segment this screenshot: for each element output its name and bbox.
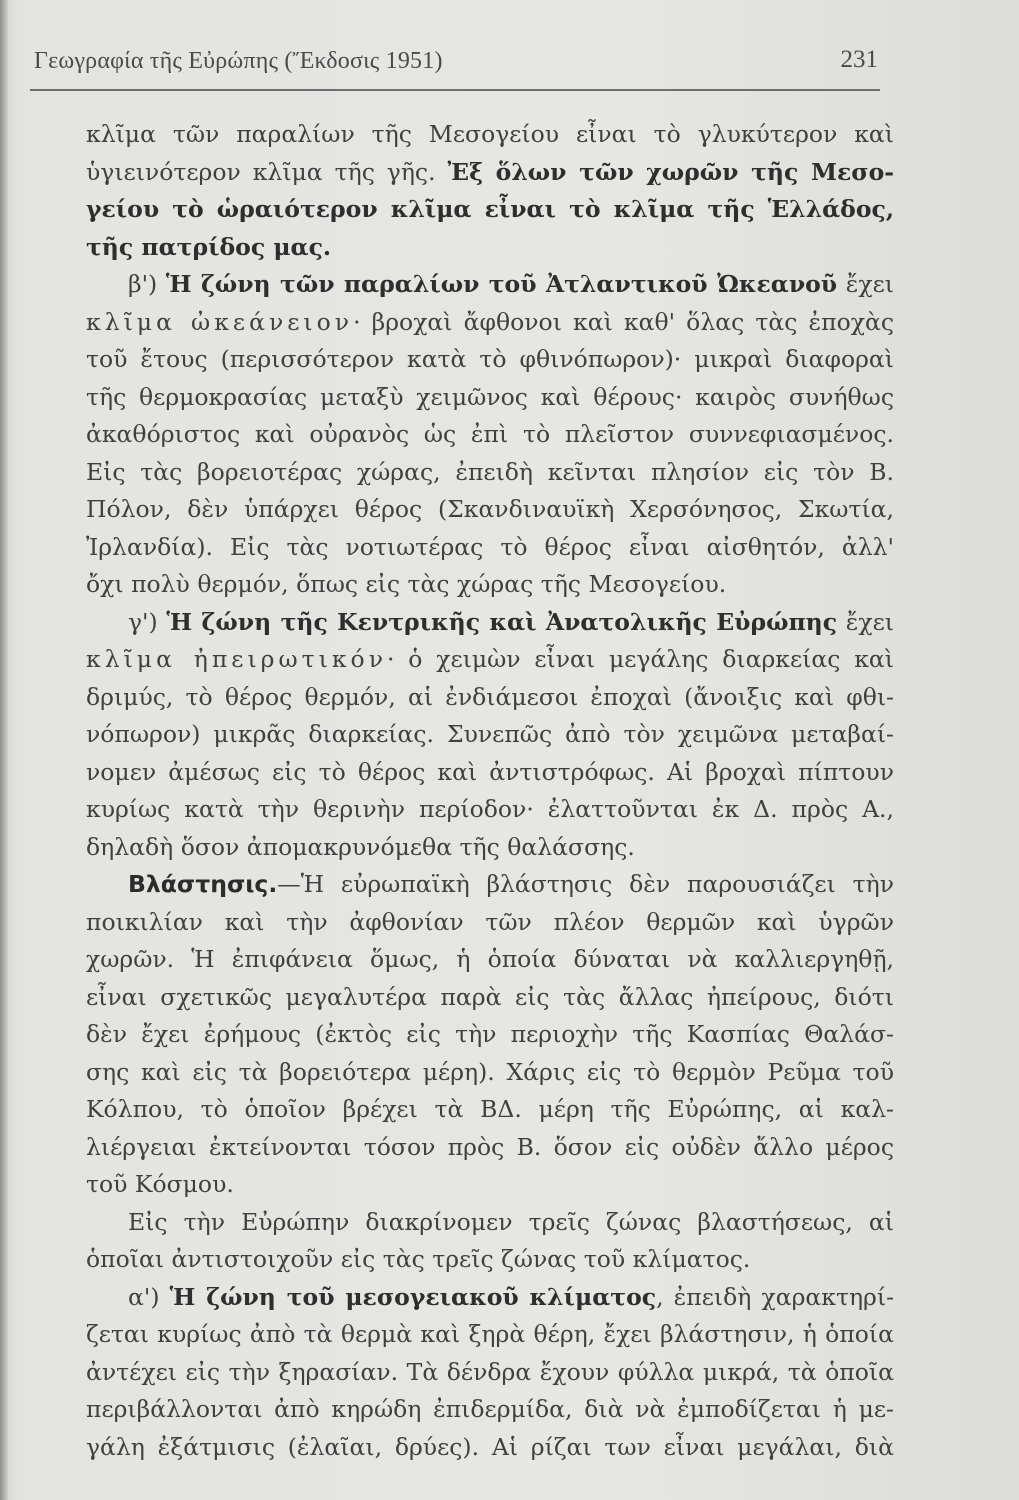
text-line <box>86 1166 894 1204</box>
text-line <box>86 1129 894 1167</box>
text-line <box>86 1279 894 1317</box>
text-run: ὑγιεινότερον κλῖμα τῆς γῆς. <box>86 157 448 186</box>
text-run: λιέργειαι ἐκτείνονται τόσον πρὸς Β. ὅσον εἰς οὐδὲν ἄλλο μέρος <box>86 1132 894 1161</box>
text-line <box>86 1429 894 1467</box>
list-marker: γ') <box>128 607 167 636</box>
text-line <box>86 1016 894 1054</box>
bold-text: Ἡ ζώνη τῆς Κεντρικῆς καὶ Ἀνατολικῆς Εὐρώπης <box>166 607 838 636</box>
text-run: δριμύς, τὸ θέρος θερμόν, αἱ ἐνδιάμεσοι ἐποχαὶ (ἄνοιξις καὶ φθι- <box>86 682 894 711</box>
section-heading: Βλάστησις. <box>128 870 278 898</box>
text-line <box>86 604 894 642</box>
text-run: σης καὶ εἰς τὰ βορειότερα μέρη). Χάρις εἰς τὸ θερμὸν Ρεῦμα τοῦ <box>86 1057 894 1086</box>
text-line <box>86 566 894 604</box>
text-run: γάλη ἐξάτμισις (ἐλαῖαι, δρύες). Αἱ ρίζαι των εἶναι μεγάλαι, διὰ <box>86 1432 894 1461</box>
text-run: ἀκαθόριστος καὶ οὐρανὸς ὡς ἐπὶ τὸ πλεῖστον συννεφιασμένος. <box>86 420 894 448</box>
text-run: ὄχι πολὺ θερμόν, ὅπως εἰς τὰς χώρας τῆς Μεσογείου. <box>86 570 727 598</box>
text-line <box>86 491 894 529</box>
text-run: ἔχει <box>837 270 895 298</box>
text-line <box>86 416 894 454</box>
text-run: Εἰς τὰς βορειοτέρας χώρας, ἐπειδὴ κεῖνται πλησίον εἰς τὸν Β. <box>86 457 894 486</box>
spaced-term: κλῖμα ἠπειρωτικόν <box>86 645 387 673</box>
text-line <box>86 454 894 492</box>
text-line <box>86 1204 894 1242</box>
text-line <box>86 266 894 304</box>
text-run: ὁποῖαι ἀντιστοιχοῦν εἰς τὰς τρεῖς ζώνας τοῦ κλίματος. <box>86 1245 751 1273</box>
text-line <box>86 716 894 754</box>
text-run: ζεται κυρίως ἀπὸ τὰ θερμὰ καὶ ξηρὰ θέρη, ἔχει βλάστησιν, ἡ ὁποία <box>86 1320 894 1348</box>
running-header-title: Γεωγραφία τῆς Εὐρώπης (Ἔκδοσις 1951) <box>34 48 443 74</box>
text-run: · ὁ χειμὼν εἶναι μεγάλης διαρκείας καὶ <box>386 645 895 673</box>
spaced-term: κλῖμα ὠκεάνειον <box>86 307 354 336</box>
text-run: νόπωρον) μικρᾶς διαρκείας. Συνεπῶς ἀπὸ τὸν χειμῶνα μεταβαί- <box>86 720 894 748</box>
text-run: δηλαδὴ ὅσον ἀπομακρυνόμεθα τῆς θαλάσσης. <box>86 832 635 861</box>
text-line <box>86 679 894 717</box>
text-line <box>86 904 894 942</box>
text-line <box>86 754 894 792</box>
text-run: ἔχει <box>837 607 894 636</box>
text-line <box>86 979 894 1017</box>
text-line <box>86 1316 894 1354</box>
bold-text: Ἡ ζώνη τῶν παραλίων τοῦ Ἀτλαντικοῦ Ὠκεανοῦ <box>165 270 838 298</box>
text-line <box>86 1054 894 1092</box>
text-line <box>86 941 894 979</box>
text-line <box>86 1391 894 1429</box>
text-run: , ἐπειδὴ χαρακτηρί- <box>656 1282 895 1311</box>
text-run: Πόλον, δὲν ὑπάρχει θέρος (Σκανδιναυϊκὴ Χερσόνησος, Σκωτία, <box>86 495 894 523</box>
text-line <box>86 379 894 417</box>
list-marker: β') <box>128 270 166 298</box>
text-run: Ἰρλανδία). Εἰς τὰς νοτιωτέρας τὸ θέρος εἶναι αἰσθητόν, ἀλλ' <box>86 532 894 561</box>
list-marker: α') <box>128 1282 170 1311</box>
page-number: 231 <box>840 46 878 73</box>
text-run: κυρίως κατὰ τὴν θερινὴν περίοδον· ἐλαττοῦνται ἐκ Δ. πρὸς Α., <box>86 795 894 823</box>
text-line <box>86 116 894 154</box>
text-run: τοῦ ἔτους (περισσότερον κατὰ τὸ φθινόπωρον)· μικραὶ διαφοραὶ <box>86 345 894 373</box>
text-line <box>86 341 894 379</box>
text-run: · βροχαὶ ἄφθονοι καὶ καθ' ὅλας τὰς ἐποχὰς <box>353 307 894 336</box>
text-line <box>86 1091 894 1129</box>
text-line <box>86 304 894 342</box>
text-line <box>86 1354 894 1392</box>
page-binding-edge <box>0 0 8 1500</box>
text-line <box>86 1241 894 1279</box>
bold-text: Ἡ ζώνη τοῦ μεσογειακοῦ κλίματος <box>169 1282 657 1311</box>
body-text <box>86 116 894 1466</box>
text-line <box>86 791 894 829</box>
text-run: κλῖμα τῶν παραλίων τῆς Μεσογείου εἶναι τὸ γλυκύτερον καὶ <box>86 120 894 148</box>
bold-text: Ἐξ ὅλων τῶν χωρῶν τῆς Μεσο- <box>447 157 894 186</box>
text-run: εἶναι σχετικῶς μεγαλυτέρα παρὰ εἰς τὰς ἄλλας ἠπείρους, διότι <box>86 982 894 1011</box>
text-line <box>86 529 894 567</box>
text-line <box>86 866 894 904</box>
text-line <box>86 641 894 679</box>
text-run: χωρῶν. Ἡ ἐπιφάνεια ὅμως, ἡ ὁποία δύναται νὰ καλλιεργηθῇ, <box>86 945 894 973</box>
text-line <box>86 229 894 267</box>
text-run: περιβάλλονται ἀπὸ κηρώδη ἐπιδερμίδα, διὰ νὰ ἐμποδίζεται ἡ με- <box>86 1395 894 1423</box>
text-run: Εἰς τὴν Εὐρώπην διακρίνομεν τρεῖς ζώνας βλαστήσεως, αἱ <box>128 1207 894 1236</box>
bold-text: γείου τὸ ὡραιότερον κλῖμα εἶναι τὸ κλῖμα τῆς Ἑλλάδος, <box>86 195 894 223</box>
text-run: ἀντέχει εἰς τὴν ξηρασίαν. Τὰ δένδρα ἔχουν φύλλα μικρά, τὰ ὁποῖα <box>86 1357 894 1386</box>
text-run: τῆς θερμοκρασίας μεταξὺ χειμῶνος καὶ θέρους· καιρὸς συνήθως <box>86 382 894 411</box>
text-line <box>86 154 894 192</box>
text-run: Κόλπου, τὸ ὁποῖον βρέχει τὰ ΒΔ. μέρη τῆς Εὐρώπης, αἱ καλ- <box>86 1095 894 1123</box>
text-run: νομεν ἀμέσως εἰς τὸ θέρος καὶ ἀντιστρόφως. Αἱ βροχαὶ πίπτουν <box>86 757 894 786</box>
bold-text: τῆς πατρίδος μας. <box>86 232 332 261</box>
text-run: —Ἡ εὐρωπαϊκὴ βλάστησις δὲν παρουσιάζει τὴν <box>277 870 894 898</box>
text-line <box>86 829 894 867</box>
header-rule <box>30 89 880 91</box>
text-line <box>86 191 894 229</box>
text-run: ποικιλίαν καὶ τὴν ἀφθονίαν τῶν πλέον θερμῶν καὶ ὑγρῶν <box>86 907 894 936</box>
text-run: τοῦ Κόσμου. <box>86 1170 234 1198</box>
text-run: δὲν ἔχει ἐρήμους (ἐκτὸς εἰς τὴν περιοχὴν τῆς Κασπίας Θαλάσ- <box>86 1020 894 1048</box>
running-header <box>30 44 878 84</box>
